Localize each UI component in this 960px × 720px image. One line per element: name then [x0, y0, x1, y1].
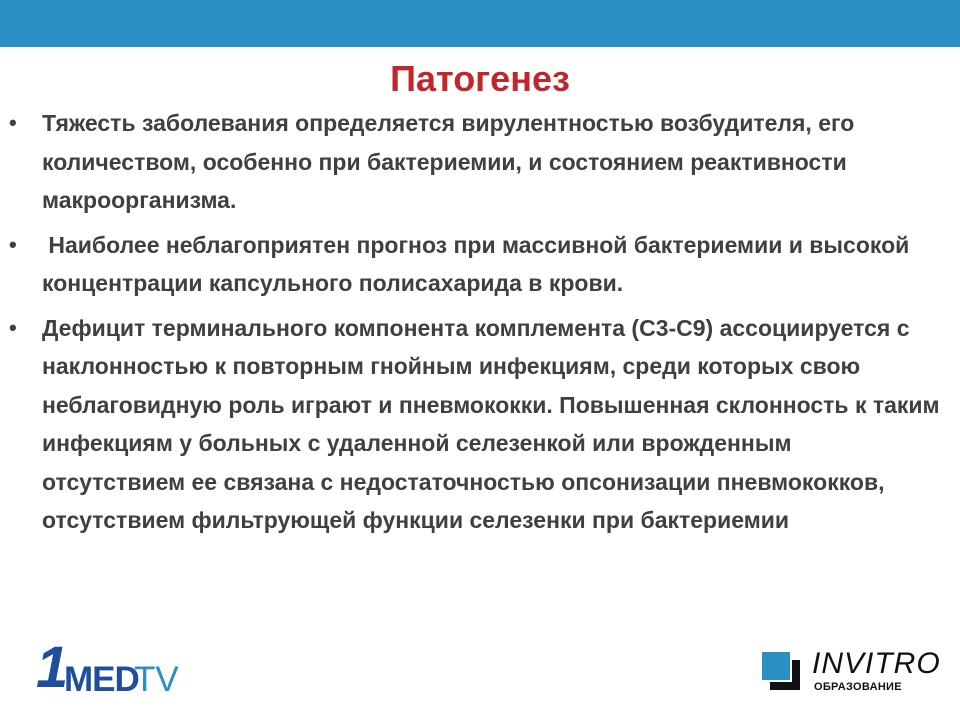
medtv-logo-numeral: 1 [36, 635, 69, 700]
medtv-logo-tv: TV [134, 660, 179, 699]
top-accent-bar [0, 0, 960, 47]
bullet-point-icon: • [9, 314, 17, 340]
bullet-point-icon: • [9, 110, 17, 135]
slide-title: Патогенез [390, 58, 570, 99]
bullet-item [0, 309, 960, 540]
invitro-logo [760, 648, 940, 696]
invitro-logo-subtitle: ОБРАЗОВАНИЕ [814, 681, 902, 693]
bullet-item [0, 226, 960, 303]
invitro-logo-name: INVITRO [812, 647, 941, 680]
medtv-logo-med: MED [64, 660, 139, 699]
bullet-item [0, 104, 960, 220]
bullet-text: Наиболее неблагоприятен прогноз при массивной бактериемии и высокой концентрации капсульного полисахарида в крови. [42, 231, 916, 296]
bullet-point-icon: • [9, 231, 17, 257]
bullet-text: Дефицит терминального компонента комплемента (С3-С9) ассоциируется с наклонностью к повторным гнойным инфекциям, среди которых свою неблаговидную роль играют и пневмококки. Повышенная склонность к таким инфекциям у больных с удаленной селезенкой или врожденным отсутствием ее связана с недостаточностью опсонизации пневмококков, отсутствием фильтрующей функции селезенки при бактериемии [42, 314, 940, 533]
invitro-squares-icon [760, 650, 802, 692]
medtv-logo [30, 635, 180, 700]
bullet-text: Тяжесть заболевания определяется вирулентностью возбудителя, его количеством, особенно при бактериемии, и состоянием реактивности макроорганизма. [42, 110, 855, 213]
bullet-list [0, 104, 960, 546]
